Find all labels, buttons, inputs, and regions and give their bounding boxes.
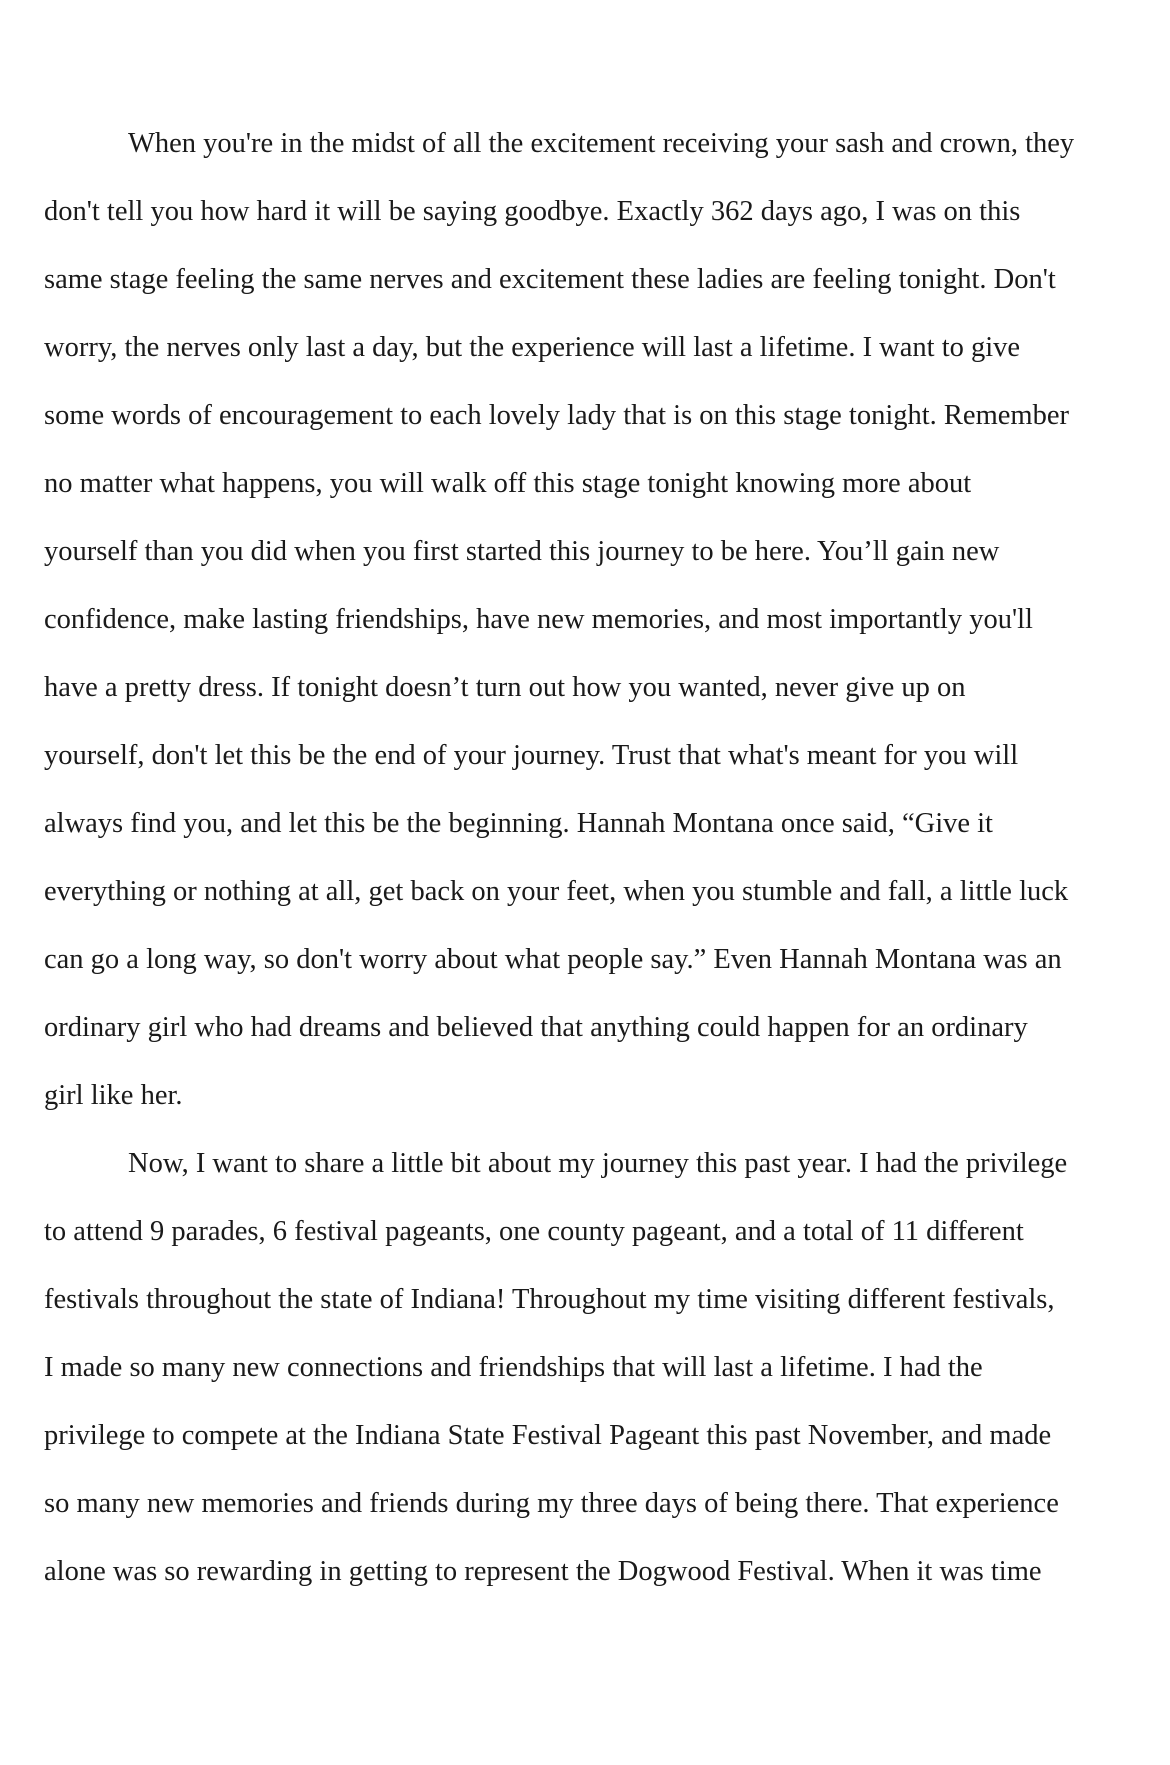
text-line: When you're in the midst of all the excitement receiving your sash and crown, they	[128, 128, 1075, 159]
text-line: yourself, don't let this be the end of your journey. Trust that what's meant for you will	[44, 740, 1019, 771]
text-line: Now, I want to share a little bit about my journey this past year. I had the privilege	[128, 1148, 1068, 1179]
text-line: yourself than you did when you first started this journey to be here. You’ll gain new	[44, 536, 1000, 567]
text-line: I made so many new connections and friendships that will last a lifetime. I had the	[44, 1352, 983, 1383]
text-line: everything or nothing at all, get back on your feet, when you stumble and fall, a little luck	[44, 876, 1069, 907]
text-line: have a pretty dress. If tonight doesn’t turn out how you wanted, never give up on	[44, 672, 966, 703]
speech-text	[44, 115, 1134, 1611]
text-line: same stage feeling the same nerves and excitement these ladies are feeling tonight. Don't	[44, 264, 1056, 295]
text-line: confidence, make lasting friendships, have new memories, and most importantly you'll	[44, 604, 1033, 635]
text-line: festivals throughout the state of Indiana! Throughout my time visiting different festivals,	[44, 1284, 1055, 1315]
paragraph-2	[44, 1135, 1134, 1611]
text-line: don't tell you how hard it will be saying goodbye. Exactly 362 days ago, I was on this	[44, 196, 1021, 227]
text-line: privilege to compete at the Indiana State Festival Pageant this past November, and made	[44, 1420, 1052, 1451]
text-line: always find you, and let this be the beginning. Hannah Montana once said, “Give it	[44, 808, 993, 839]
text-line: alone was so rewarding in getting to represent the Dogwood Festival. When it was time	[44, 1556, 1042, 1587]
paragraph-1	[44, 115, 1134, 1135]
text-line: worry, the nerves only last a day, but the experience will last a lifetime. I want to give	[44, 332, 1021, 363]
text-line: girl like her.	[44, 1080, 183, 1111]
text-line: ordinary girl who had dreams and believed that anything could happen for an ordinary	[44, 1012, 1028, 1043]
text-line: to attend 9 parades, 6 festival pageants, one county pageant, and a total of 11 different	[44, 1216, 1024, 1247]
text-line: no matter what happens, you will walk off this stage tonight knowing more about	[44, 468, 972, 499]
text-line: can go a long way, so don't worry about what people say.” Even Hannah Montana was an	[44, 944, 1062, 975]
text-line: so many new memories and friends during my three days of being there. That experience	[44, 1488, 1059, 1519]
text-line: some words of encouragement to each lovely lady that is on this stage tonight. Remember	[44, 400, 1069, 431]
